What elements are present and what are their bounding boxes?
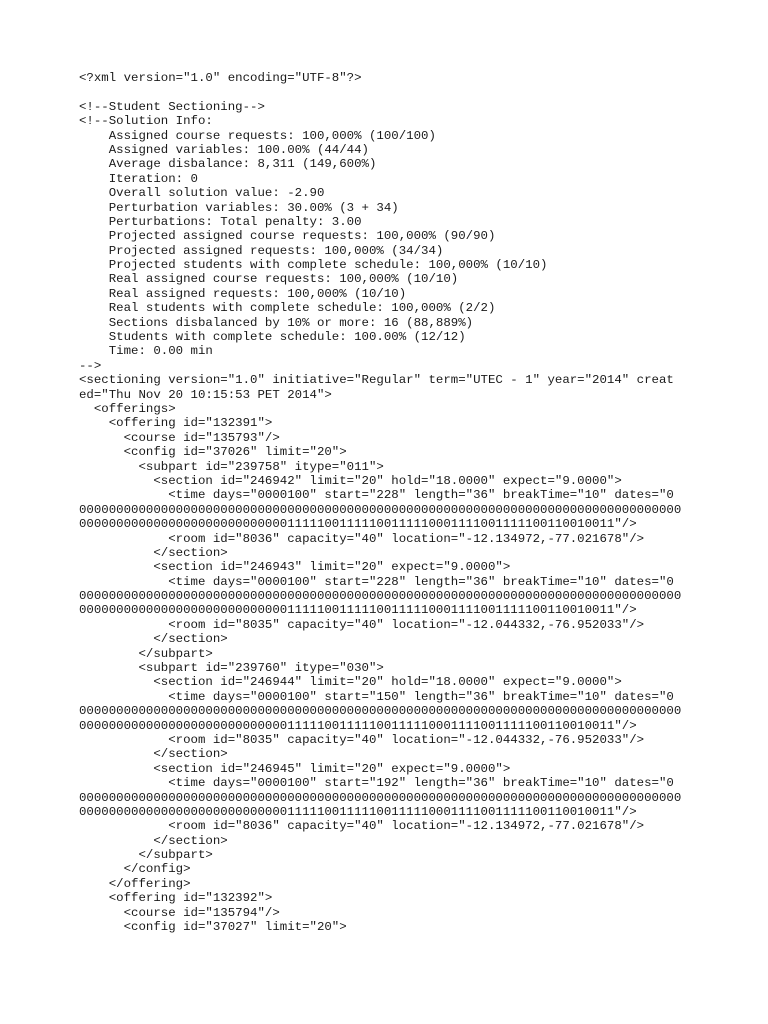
xml-code-line: <time days="0000100" start="150" length="36" breakTime="10" dates="0 <box>79 689 674 704</box>
xml-code-line: 000000000000000000000000000011111001111100111110001111001111100110010011"/> <box>79 804 637 819</box>
xml-code-line: <room id="8035" capacity="40" location="-12.044332,-76.952033"/> <box>79 617 645 632</box>
comment-line: <!--Student Sectioning--> <box>79 99 265 114</box>
comment-end-line: --> <box>79 358 102 373</box>
xml-code-line: <time days="0000100" start="228" length="36" breakTime="10" dates="0 <box>79 488 674 503</box>
solution-info-line: Sections disbalanced by 10% or more: 16 (88,889%) <box>79 315 474 330</box>
xml-code-line: <course id="135794"/> <box>79 905 280 920</box>
sectioning-tag-line: ed="Thu Nov 20 10:15:53 PET 2014"> <box>79 387 332 402</box>
xml-code-line: <section id="246943" limit="20" expect="9.0000"> <box>79 560 511 575</box>
xml-code-line: <course id="135793"/> <box>79 430 280 445</box>
solution-info-line: Real assigned requests: 100,000% (10/10) <box>79 286 407 301</box>
xml-code-line: </section> <box>79 545 228 560</box>
solution-info-line: Assigned variables: 100.00% (44/44) <box>79 142 369 157</box>
xml-code-line: 000000000000000000000000000011111001111100111110001111001111100110010011"/> <box>79 517 637 532</box>
xml-code-line: </offering> <box>79 876 191 891</box>
solution-info-line: Real assigned course requests: 100,000% (10/10) <box>79 272 459 287</box>
xml-code-line: <offering id="132392"> <box>79 891 273 906</box>
solution-info-line: Projected assigned requests: 100,000% (34/34) <box>79 243 444 258</box>
xml-code-line: </section> <box>79 632 228 647</box>
solution-info-line: Real students with complete schedule: 100,000% (2/2) <box>79 301 496 316</box>
xml-code-line: <section id="246944" limit="20" hold="18.0000" expect="9.0000"> <box>79 675 622 690</box>
solution-info-line: Average disbalance: 8,311 (149,600%) <box>79 157 377 172</box>
comment-line: <!--Solution Info: <box>79 114 213 129</box>
xml-code-line: <config id="37026" limit="20"> <box>79 445 347 460</box>
xml-code-line: <time days="0000100" start="192" length="36" breakTime="10" dates="0 <box>79 776 674 791</box>
xml-code-line: <time days="0000100" start="228" length="36" breakTime="10" dates="0 <box>79 574 674 589</box>
xml-code-line: <room id="8036" capacity="40" location="-12.134972,-77.021678"/> <box>79 531 645 546</box>
xml-code-line: 000000000000000000000000000000000000000000000000000000000000000000000000000000000 <box>79 502 682 517</box>
solution-info-line: Students with complete schedule: 100.00% (12/12) <box>79 330 466 345</box>
xml-declaration-line: <?xml version="1.0" encoding="UTF-8"?> <box>79 71 362 85</box>
xml-code-line: <offering id="132391"> <box>79 416 273 431</box>
xml-code-line: <room id="8035" capacity="40" location="-12.044332,-76.952033"/> <box>79 732 645 747</box>
xml-code-line: <section id="246942" limit="20" hold="18.0000" expect="9.0000"> <box>79 473 622 488</box>
xml-document-text <box>79 71 759 934</box>
sectioning-tag-line: <sectioning version="1.0" initiative="Regular" term="UTEC - 1" year="2014" creat <box>79 373 674 388</box>
solution-info-line: Assigned course requests: 100,000% (100/100) <box>79 128 436 143</box>
xml-code-line: </section> <box>79 833 228 848</box>
xml-code-line: <offerings> <box>79 401 176 416</box>
solution-info-line: Projected assigned course requests: 100,000% (90/90) <box>79 229 496 244</box>
xml-code-line: 000000000000000000000000000000000000000000000000000000000000000000000000000000000 <box>79 790 682 805</box>
blank-line <box>79 85 759 99</box>
solution-info-line: Overall solution value: -2.90 <box>79 186 325 201</box>
xml-code-line: 000000000000000000000000000011111001111100111110001111001111100110010011"/> <box>79 603 637 618</box>
solution-info-line: Iteration: 0 <box>79 171 198 186</box>
xml-code-line: 000000000000000000000000000000000000000000000000000000000000000000000000000000000 <box>79 589 682 604</box>
xml-code-line: <section id="246945" limit="20" expect="9.0000"> <box>79 761 511 776</box>
xml-code-line: 000000000000000000000000000011111001111100111110001111001111100110010011"/> <box>79 718 637 733</box>
xml-code-line: </subpart> <box>79 646 213 661</box>
xml-code-line: </section> <box>79 747 228 762</box>
solution-info-line: Perturbations: Total penalty: 3.00 <box>79 214 362 229</box>
solution-info-line: Perturbation variables: 30.00% (3 + 34) <box>79 200 399 215</box>
xml-code-line: </subpart> <box>79 848 213 863</box>
xml-code-line: 000000000000000000000000000000000000000000000000000000000000000000000000000000000 <box>79 704 682 719</box>
xml-code-line: <room id="8036" capacity="40" location="-12.134972,-77.021678"/> <box>79 819 645 834</box>
xml-code-line: <subpart id="239758" itype="011"> <box>79 459 384 474</box>
solution-info-line: Projected students with complete schedule: 100,000% (10/10) <box>79 258 548 273</box>
xml-code-line: <subpart id="239760" itype="030"> <box>79 661 384 676</box>
xml-code-line: <config id="37027" limit="20"> <box>79 920 347 935</box>
solution-info-line: Time: 0.00 min <box>79 344 213 359</box>
xml-code-line: </config> <box>79 862 191 877</box>
